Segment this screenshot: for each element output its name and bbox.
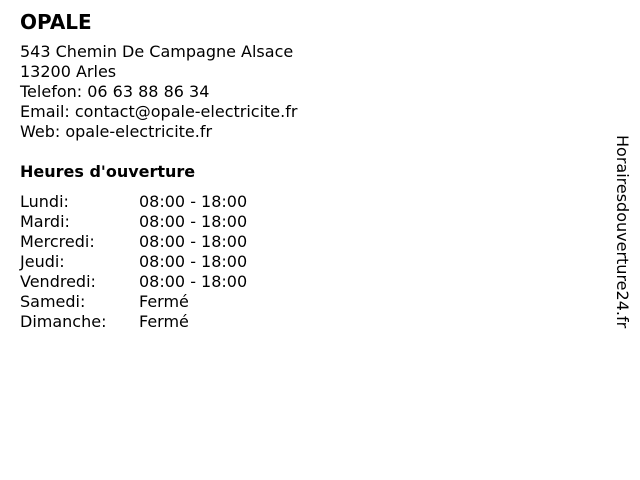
opening-hours-heading: Heures d'ouverture <box>20 162 196 181</box>
business-card <box>20 10 580 332</box>
email-text: Email: contact@opale-electricite.fr <box>20 102 298 121</box>
time-value: 08:00 - 18:00 <box>139 252 248 271</box>
hours-row-monday <box>20 192 580 212</box>
time-value: 08:00 - 18:00 <box>139 232 248 251</box>
time-value: 08:00 - 18:00 <box>139 192 248 211</box>
day-label: Samedi: <box>20 292 86 311</box>
time-value: 08:00 - 18:00 <box>139 272 248 291</box>
day-label: Mardi: <box>20 212 70 231</box>
watermark-text: Horairesdouverture24.fr <box>613 135 632 329</box>
day-label: Dimanche: <box>20 312 107 331</box>
day-label: Mercredi: <box>20 232 95 251</box>
hours-row-thursday <box>20 252 580 272</box>
opening-hours-list <box>20 192 580 332</box>
time-value: Fermé <box>139 292 189 311</box>
time-value: 08:00 - 18:00 <box>139 212 248 231</box>
hours-row-friday <box>20 272 580 292</box>
time-value: Fermé <box>139 312 189 331</box>
hours-row-wednesday <box>20 232 580 252</box>
hours-row-saturday <box>20 292 580 312</box>
day-label: Jeudi: <box>20 252 65 271</box>
hours-row-tuesday <box>20 212 580 232</box>
phone-text: Telefon: 06 63 88 86 34 <box>20 82 210 101</box>
day-label: Lundi: <box>20 192 69 211</box>
address-line-1: 543 Chemin De Campagne Alsace <box>20 42 294 61</box>
address-line-2: 13200 Arles <box>20 62 117 81</box>
day-label: Vendredi: <box>20 272 96 291</box>
website-text: Web: opale-electricite.fr <box>20 122 213 141</box>
hours-row-sunday <box>20 312 580 332</box>
business-name: OPALE <box>20 10 92 34</box>
